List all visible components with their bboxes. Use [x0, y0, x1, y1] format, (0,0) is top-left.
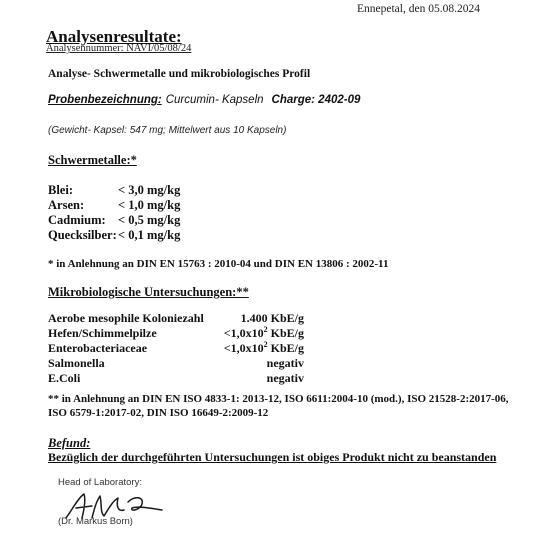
metal-name: Quecksilber: — [48, 228, 117, 242]
sample-label: Probenbezeichnung: — [48, 94, 162, 106]
document-title: Analysenresultate: — [46, 27, 182, 46]
signature-role: Head of Laboratory: — [58, 477, 142, 488]
sample-name: Curcumin- Kapseln — [165, 94, 264, 106]
microbiology-row — [48, 371, 304, 386]
value-unit: KbE/g — [267, 341, 304, 355]
analysis-subtitle: Analyse- Schwermetalle und mikrobiologisches Profil — [48, 68, 311, 80]
metal-value: < 3,0 mg/kg — [118, 183, 181, 197]
test-name: Enterobacteriaceae — [48, 341, 148, 355]
microbiology-row — [48, 356, 304, 371]
signer-name: (Dr. Markus Born) — [58, 516, 133, 527]
test-value: 1.400 KbE/g — [240, 311, 304, 325]
heavy-metals-heading: Schwermetalle:* — [48, 153, 137, 167]
test-value — [214, 341, 304, 356]
microbiology-row — [48, 326, 304, 341]
test-name: Hefen/Schimmelpilze — [48, 326, 157, 340]
value-exponent: 2 — [263, 340, 268, 349]
value-unit: KbE/g — [267, 326, 304, 340]
microbiology-footnote: ** in Anlehnung an DIN EN ISO 4833-1: 2013-12, ISO 6611:2004-10 (mod.), ISO 21528-2:2017-06, ISO 6579-1:2017-02, DIN ISO 16649-2:2009-12 — [48, 393, 509, 419]
test-value — [214, 326, 304, 341]
microbiology-row — [48, 341, 304, 356]
value-exponent: 2 — [263, 325, 268, 334]
metal-value: < 0,5 mg/kg — [118, 213, 181, 227]
heavy-metals-footnote: * in Anlehnung an DIN EN 15763 : 2010-04 und DIN EN 13806 : 2002-11 — [48, 258, 389, 270]
document-date: Ennepetal, den 05.08.2024 — [357, 3, 480, 15]
test-name: E.Coli — [48, 371, 81, 385]
test-name: Salmonella — [48, 356, 105, 370]
heavy-metal-row — [48, 198, 180, 213]
finding-label: Befund: — [48, 436, 91, 450]
metal-name: Blei: — [48, 183, 73, 197]
test-name: Aerobe mesophile Koloniezahl — [48, 311, 204, 325]
microbiology-row — [48, 311, 304, 326]
metal-name: Cadmium: — [48, 213, 106, 227]
heavy-metal-row — [48, 183, 180, 198]
sample-line — [48, 94, 360, 106]
metal-value: < 0,1 mg/kg — [118, 228, 181, 242]
weight-note: (Gewicht- Kapsel: 547 mg; Mittelwert aus 10 Kapseln) — [48, 125, 287, 136]
sample-charge: Charge: 2402-09 — [271, 94, 361, 106]
heavy-metal-row — [48, 228, 180, 243]
value-base: <1,0x10 — [223, 326, 264, 340]
test-value: negativ — [266, 356, 304, 370]
microbiology-heading: Mikrobiologische Untersuchungen:** — [48, 285, 249, 299]
test-value: negativ — [266, 371, 304, 385]
metal-name: Arsen: — [48, 198, 85, 212]
value-base: <1,0x10 — [223, 341, 264, 355]
heavy-metal-row — [48, 213, 180, 228]
analysis-number: Analysennummer: NAVI/05/08/24 — [46, 43, 192, 54]
metal-value: < 1,0 mg/kg — [118, 198, 181, 212]
finding-text: Bezüglich der durchgeführten Untersuchungen ist obiges Produkt nicht zu beanstanden — [48, 450, 497, 464]
